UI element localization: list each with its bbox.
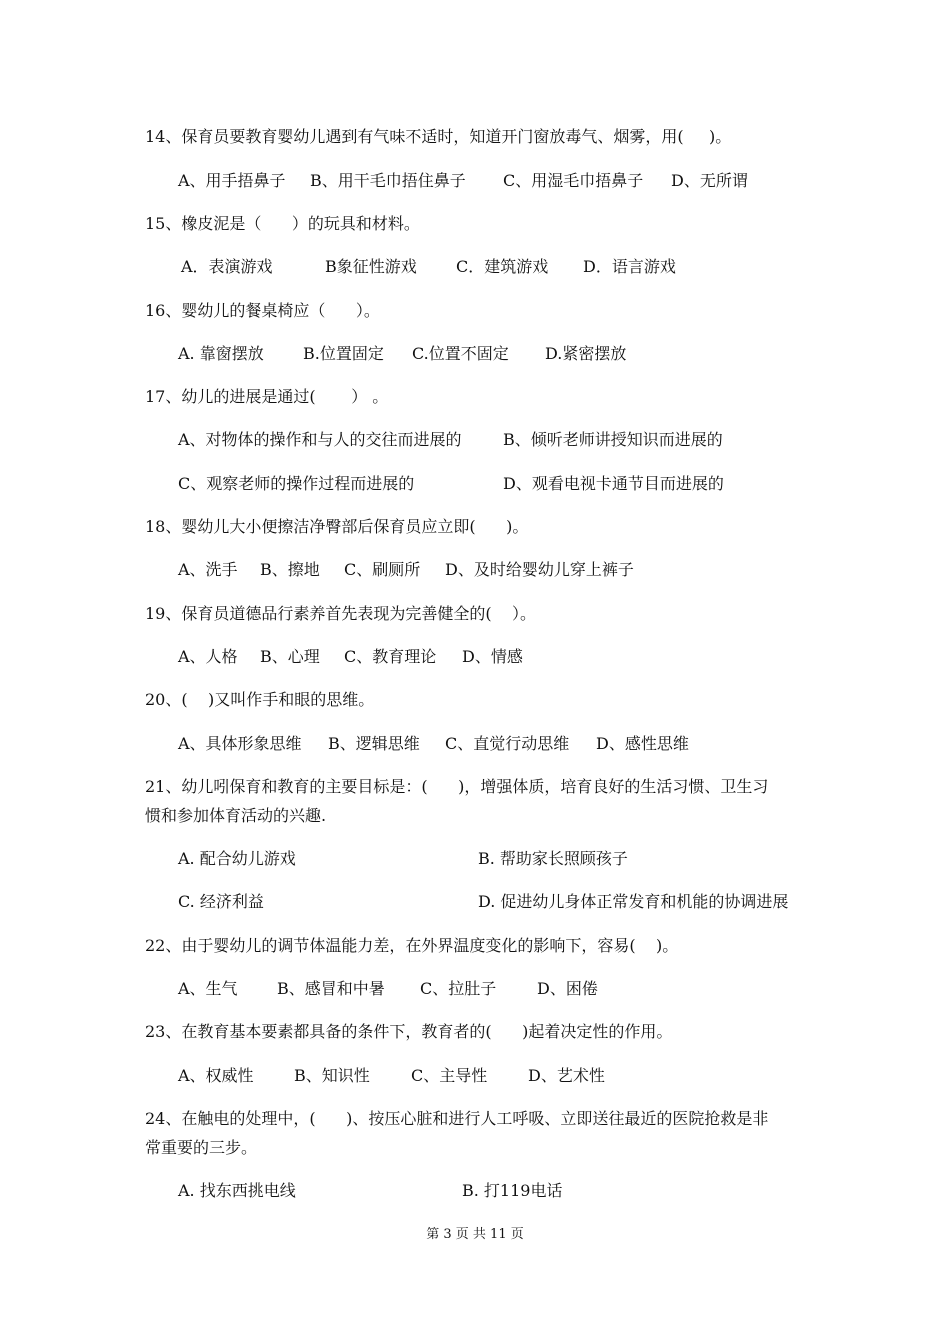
question-20-option-b: B、逻辑思维 bbox=[328, 734, 420, 753]
question-14-option-c: C、用湿毛巾捂鼻子 bbox=[503, 171, 644, 190]
question-15-option-d: D．语言游戏 bbox=[583, 257, 676, 276]
question-15-stem: 15、橡皮泥是（ ）的玩具和材料。 bbox=[145, 214, 420, 233]
question-14-option-a: A、用手捂鼻子 bbox=[178, 171, 286, 190]
question-18-option-a: A、洗手 bbox=[178, 560, 238, 579]
question-20-option-d: D、感性思维 bbox=[596, 734, 689, 753]
question-19-option-d: D、情感 bbox=[462, 647, 523, 666]
question-17-option-c: C、观察老师的操作过程而进展的 bbox=[178, 474, 415, 493]
question-16-stem: 16、婴幼儿的餐桌椅应（ ）。 bbox=[145, 301, 380, 320]
question-16-option-d: D.紧密摆放 bbox=[545, 344, 627, 363]
question-17-option-d: D、观看电视卡通节目而进展的 bbox=[503, 474, 724, 493]
question-15-option-a: A．表演游戏 bbox=[181, 257, 273, 276]
question-18-option-b: B、擦地 bbox=[260, 560, 320, 579]
question-20-option-c: C、直觉行动思维 bbox=[445, 734, 570, 753]
question-24-stem-continued: 常重要的三步。 bbox=[145, 1138, 258, 1157]
question-15-option-c: C．建筑游戏 bbox=[456, 257, 549, 276]
question-16-option-b: B.位置固定 bbox=[303, 344, 384, 363]
question-23-option-d: D、艺术性 bbox=[528, 1066, 605, 1085]
question-17-stem: 17、幼儿的进展是通过( ） 。 bbox=[145, 387, 389, 406]
question-14-option-b: B、用干毛巾捂住鼻子 bbox=[310, 171, 466, 190]
question-22-option-d: D、困倦 bbox=[537, 979, 598, 998]
question-21-stem-continued: 惯和参加体育活动的兴趣. bbox=[145, 806, 327, 825]
question-23-stem: 23、在教育基本要素都具备的条件下，教育者的( )起着决定性的作用。 bbox=[145, 1022, 673, 1041]
question-22-stem: 22、由于婴幼儿的调节体温能力差，在外界温度变化的影响下，容易( )。 bbox=[145, 936, 679, 955]
question-21-option-a: A. 配合幼儿游戏 bbox=[178, 849, 296, 868]
question-20-stem: 20、( )又叫作手和眼的思维。 bbox=[145, 690, 375, 709]
question-22-option-c: C、拉肚子 bbox=[420, 979, 497, 998]
question-24-option-b: B. 打119电话 bbox=[462, 1181, 563, 1200]
question-19-option-a: A、人格 bbox=[178, 647, 238, 666]
question-18-stem: 18、婴幼儿大小便擦洁净臀部后保育员应立即( )。 bbox=[145, 517, 529, 536]
question-21-stem: 21、幼儿吲保育和教育的主要目标是：( )，增强体质，培育良好的生活习惯、卫生习 bbox=[145, 777, 769, 796]
question-24-option-a: A. 找东西挑电线 bbox=[178, 1181, 296, 1200]
question-17-option-a: A、对物体的操作和与人的交往而进展的 bbox=[178, 430, 462, 449]
question-19-stem: 19、保育员道德品行素养首先表现为完善健全的( ）。 bbox=[145, 604, 536, 623]
question-21-option-d: D. 促进幼儿身体正常发育和机能的协调进展 bbox=[478, 892, 789, 911]
question-14-stem: 14、保育员要教育婴幼儿遇到有气味不适时，知道开门窗放毒气、烟雾，用( )。 bbox=[145, 127, 732, 146]
question-23-option-a: A、权威性 bbox=[178, 1066, 254, 1085]
question-15-option-b: B象征性游戏 bbox=[325, 257, 417, 276]
question-22-option-a: A、生气 bbox=[178, 979, 238, 998]
question-21-option-c: C. 经济利益 bbox=[178, 892, 264, 911]
question-19-option-b: B、心理 bbox=[260, 647, 320, 666]
question-18-option-d: D、及时给婴幼儿穿上裤子 bbox=[445, 560, 634, 579]
question-16-option-a: A. 靠窗摆放 bbox=[178, 344, 264, 363]
question-24-stem: 24、在触电的处理中，( )、按压心脏和进行人工呼吸、立即送往最近的医院抢救是非 bbox=[145, 1109, 769, 1128]
question-14-option-d: D、无所谓 bbox=[671, 171, 748, 190]
question-21-option-b: B. 帮助家长照顾孩子 bbox=[478, 849, 628, 868]
question-23-option-c: C、主导性 bbox=[411, 1066, 488, 1085]
question-20-option-a: A、具体形象思维 bbox=[178, 734, 302, 753]
question-23-option-b: B、知识性 bbox=[294, 1066, 370, 1085]
question-19-option-c: C、教育理论 bbox=[344, 647, 437, 666]
question-16-option-c: C.位置不固定 bbox=[412, 344, 509, 363]
question-22-option-b: B、感冒和中暑 bbox=[277, 979, 385, 998]
question-18-option-c: C、刷厕所 bbox=[344, 560, 421, 579]
question-17-option-b: B、倾听老师讲授知识而进展的 bbox=[503, 430, 723, 449]
page-number-footer: 第 3 页 共 11 页 bbox=[426, 1227, 524, 1242]
